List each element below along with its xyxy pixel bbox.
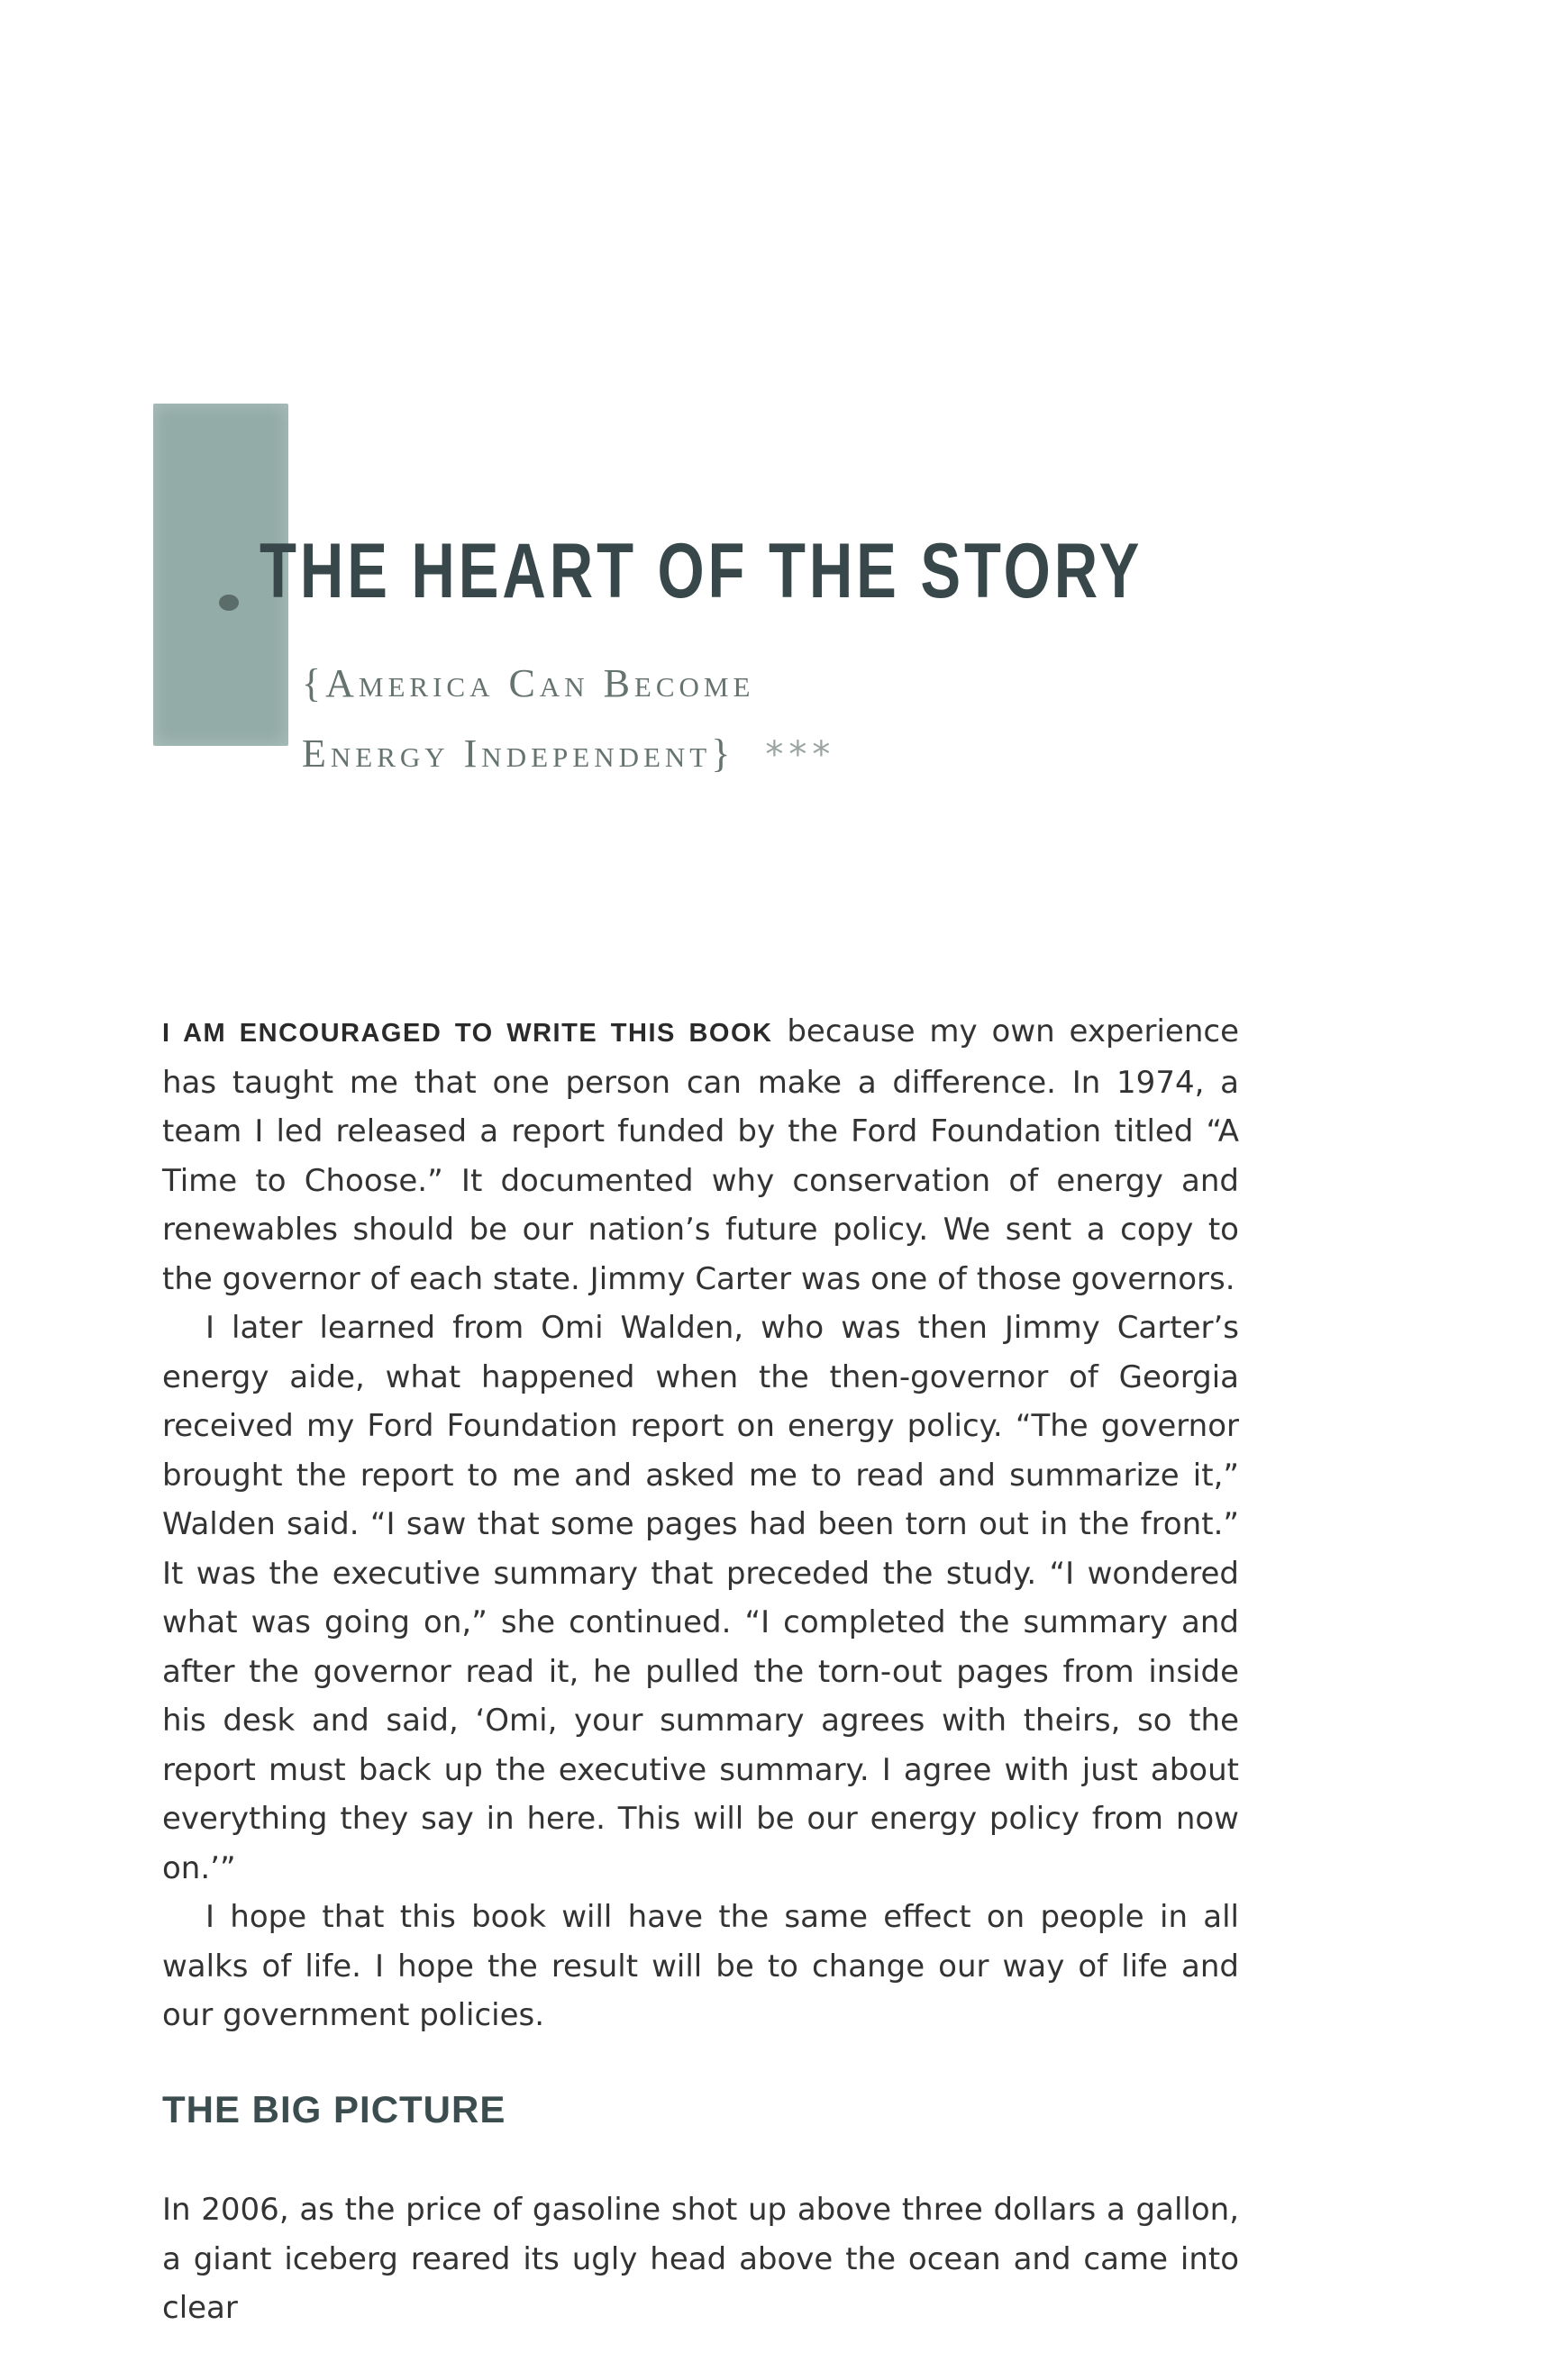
subtitle-line-2-text: Energy Independent} xyxy=(302,731,735,776)
paragraph-1-text: because my own experience has taught me that one person can make a difference. In 1974, a team I led released a report funded by the Ford Foundation titled “A Time to Choose.” It documented why conservation of energy and renewables should be our nation’s future policy. We sent a copy to the governor of each state. Jimmy Carter was one of those governors. xyxy=(162,1013,1239,1297)
subtitle-line-1: {America Can Become xyxy=(302,661,755,705)
chapter-title: THE HEART OF THE STORY xyxy=(260,528,1143,614)
body-paragraph-1 xyxy=(162,1007,1239,1304)
section-heading: THE BIG PICTURE xyxy=(162,2088,506,2130)
body-paragraph-2: I later learned from Omi Walden, who was then Jimmy Carter’s energy aide, what happened when the then-governor of Georgia received my Ford Foundation report on energy policy. “The governor brought the report to me and asked me to read and summarize it,” Walden said. “I saw that some pages had been torn out in the front.” It was the executive summary that preceded the study. “I wondered what was going on,” she continued. “I completed the summary and after the governor read it, he pulled the torn-out pages from inside his desk and said, ‘Omi, your summary agrees with theirs, so the report must back up the executive summary. I agree with just about everything they say in here. This will be our energy policy from now on.’” xyxy=(162,1310,1239,1886)
chapter-body xyxy=(162,1007,1239,2040)
chapter-subtitle xyxy=(302,649,1113,790)
section-paragraph-1: In 2006, as the price of gasoline shot up above three dollars a gallon, a giant iceberg reared its ugly head above the ocean and came into clear xyxy=(162,2192,1239,2326)
subtitle-line-2 xyxy=(302,719,1113,790)
body-paragraph-3: I hope that this book will have the same effect on people in all walks of life. I hope the result will be to change our way of life and our government policies. xyxy=(162,1899,1239,2033)
numeral-ornament xyxy=(219,595,239,611)
section-body xyxy=(162,2185,1239,2333)
lead-in: I AM ENCOURAGED TO WRITE THIS BOOK xyxy=(162,1019,773,1048)
asterisk-ornament: *** xyxy=(765,734,836,776)
